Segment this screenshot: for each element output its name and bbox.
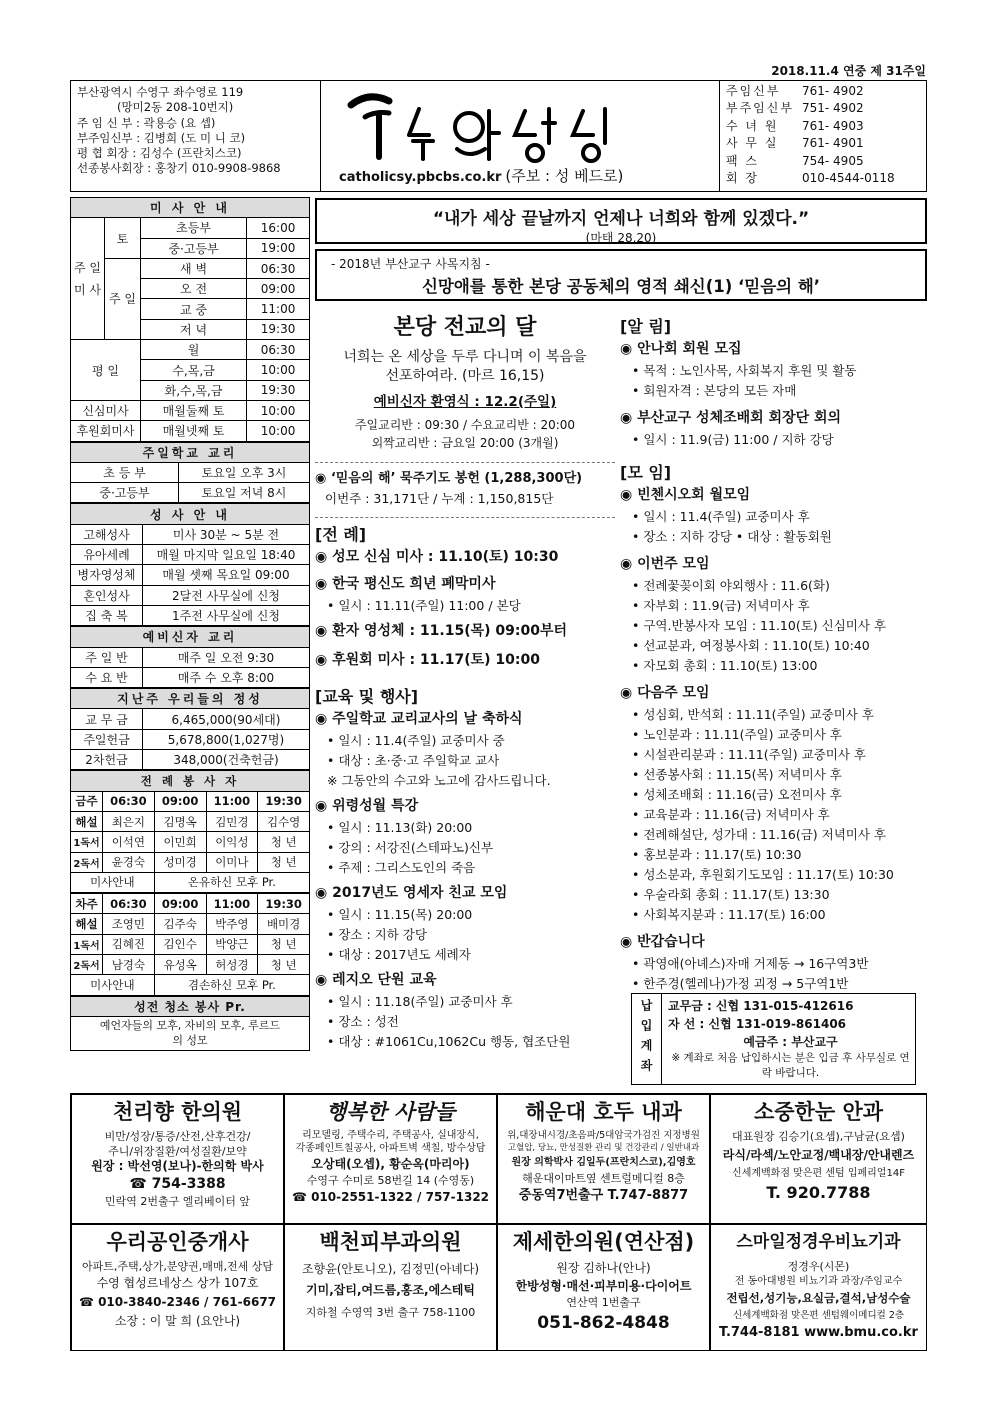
contact-value: 761- 4901 xyxy=(802,136,864,151)
contact-label: 수 녀 원 xyxy=(726,118,779,133)
server-cell: 김민경 xyxy=(206,811,258,831)
mass-name: 초등부 xyxy=(141,218,247,238)
meeting-detail: • 전례해설단, 성가대 : 11.16(금) 저녁미사 후 xyxy=(632,827,886,842)
weekday-days: 월 xyxy=(141,340,247,360)
sacrament-name: 유아세례 xyxy=(71,545,143,565)
server-cell: 조영민 xyxy=(103,914,155,934)
ad-line: ☎ 010-3840-2346 / 761-6677 xyxy=(78,1295,277,1309)
payment-details xyxy=(668,997,913,1081)
cleaning-groups: 예언자들의 모후, 자비의 모후, 루르드의 성모 xyxy=(71,1016,310,1050)
payment-account-box xyxy=(631,993,916,1085)
server-cell: 19:30 xyxy=(258,791,310,811)
parish-info-line: 부주임신부 : 김병희 (도 미 니 코) xyxy=(77,130,246,145)
server-cell: 청 년 xyxy=(258,852,310,872)
event-detail: • 장소 : 지하 강당 xyxy=(327,927,427,942)
liturgy-heading: [전 례] xyxy=(315,525,367,544)
server-cell: 1독서 xyxy=(71,934,103,954)
right-column xyxy=(620,308,930,994)
sacrament-name: 고해성사 xyxy=(71,524,143,544)
server-cell: 청 년 xyxy=(258,954,310,974)
offering-type: 교 무 금 xyxy=(71,709,143,729)
schedule-column xyxy=(70,197,310,1051)
school-table xyxy=(70,442,310,504)
server-cell: 이석연 xyxy=(103,832,155,852)
guideline-caption: - 2018년 부산교구 사목지침 - xyxy=(331,257,490,271)
server-cell: 1독서 xyxy=(71,832,103,852)
rosary-count: 이번주 : 31,171단 / 누계 : 1,150,815단 xyxy=(325,491,554,506)
payment-label: 납입계좌 xyxy=(632,994,662,1084)
notice-detail: • 일시 : 11.9(금) 11:00 / 지하 강당 xyxy=(632,432,834,447)
parish-info-line: 주 임 신 부 : 곽용승 (요 셉) xyxy=(77,115,216,130)
meeting-item: ◉ 이번주 모임 xyxy=(620,556,710,572)
sun-label: 주 일 xyxy=(105,258,141,339)
ad-line: 한방성형·매선·피부미용·다이어트 xyxy=(515,1279,692,1293)
ad-line: 중동역7번출구 T.747-8877 xyxy=(518,1188,689,1203)
parish-info-line: 평 협 회장 : 김성수 (프란치스코) xyxy=(77,146,242,161)
notice-heading: [알 림] xyxy=(620,317,672,336)
catechumen-table xyxy=(70,626,310,688)
welcome-ceremony: 예비신자 환영식 : 12.2(주일) xyxy=(373,394,557,410)
server-cell: 남경숙 xyxy=(103,954,155,974)
ad-line: ☎ 754-3388 xyxy=(129,1176,226,1192)
meeting-detail: • 홍보분과 : 11.17(토) 10:30 xyxy=(632,847,802,862)
liturgy-item: ◉ 환자 영성체 : 11.15(목) 09:00부터 xyxy=(315,623,568,639)
weekday-label: 평 일 xyxy=(71,340,141,401)
ad-line: T.744-8181 www.bmu.co.kr xyxy=(719,1325,918,1340)
pastoral-guideline-box xyxy=(315,249,927,301)
website-url[interactable]: catholicsy.pbcbs.co.kr xyxy=(339,170,502,185)
meeting-detail: • 선교분과, 여정봉사회 : 11.10(토) 10:40 xyxy=(632,638,870,653)
school-time: 토요일 저녁 8시 xyxy=(179,483,310,503)
event-item: ◉ 주일학교 교리교사의 날 축하식 xyxy=(315,711,523,727)
server-cell: 2독서 xyxy=(71,852,103,872)
meeting-detail: • 노인분과 : 11.11(주일) 교중미사 후 xyxy=(632,727,842,742)
event-item: ◉ 2017년도 영세자 친교 모임 xyxy=(315,885,508,901)
contact-value: 010-4544-0118 xyxy=(802,171,895,186)
mass-time: 16:00 xyxy=(247,218,310,238)
server-cell: 김혜진 xyxy=(103,934,155,954)
payment-line: 자 선 : 신협 131-019-861406 xyxy=(668,1017,847,1031)
server-cell: 김수영 xyxy=(258,811,310,831)
ad-line: 라식/라섹/노안교정/백내장/안내렌즈 xyxy=(722,1148,915,1162)
ad-line: 원장 김하나(안나) xyxy=(556,1261,651,1275)
school-time: 토요일 오후 3시 xyxy=(179,462,310,482)
meeting-heading: [모 임] xyxy=(620,463,672,482)
ad-line: 신세계백화점 맞은편 센텀 입페리얼14F xyxy=(732,1168,905,1179)
ad-urology[interactable] xyxy=(710,1224,927,1351)
server-cell: 박주영 xyxy=(206,914,258,934)
servers-title: 전 례 봉 사 자 xyxy=(71,771,310,791)
server-cell: 이미나 xyxy=(206,852,258,872)
liturgy-item: ◉ 후원회 미사 : 11.17(토) 10:00 xyxy=(315,652,540,668)
sacrament-name: 병자영성체 xyxy=(71,565,143,585)
sacrament-info: 1주전 사무실에 신청 xyxy=(143,605,310,625)
meeting-detail: • 성심회, 반석회 : 11.11(주일) 교중미사 후 xyxy=(632,707,874,722)
sacrament-title: 성 사 안 내 xyxy=(71,504,310,524)
masthead xyxy=(70,80,927,192)
mass-time: 19:30 xyxy=(247,319,310,339)
mass-time: 09:00 xyxy=(247,279,310,299)
ad-line: 수영 협성르네상스 상가 107호 xyxy=(96,1276,259,1290)
server-cell: 09:00 xyxy=(154,791,206,811)
meeting-detail: • 교육분과 : 11.16(금) 저녁미사 후 xyxy=(632,807,830,822)
contact-label: 회 장 xyxy=(726,171,759,186)
contact-list xyxy=(719,81,928,191)
contact-row xyxy=(726,153,922,170)
event-detail: • 강의 : 서강진(스테파노)신부 xyxy=(327,840,494,855)
meeting-item: ◉ 빈첸시오회 월모임 xyxy=(620,487,751,503)
mission-verse: 너희는 온 세상을 두루 다니며 이 복음을 선포하여라. (마르 16,15) xyxy=(343,349,587,384)
offering-amount: 348,000(건축헌금) xyxy=(143,750,310,770)
school-title: 주일학교 교리 xyxy=(71,442,310,462)
ad-line: 원장 의학박사 김일두(프란치스코),김영호 xyxy=(511,1157,696,1168)
ad-line: 고혈압, 당뇨, 만성질환 관리 및 건강관리 / 일반내과 xyxy=(507,1143,700,1153)
notice-detail: • 목적 : 노인사목, 사회복지 후원 및 활동 xyxy=(632,363,857,378)
server-cell: 허성경 xyxy=(206,954,258,974)
ad-title: 천리향 한의원 xyxy=(112,1100,243,1124)
ad-title: 소중한눈 안과 xyxy=(753,1100,884,1124)
class-schedule: 주일교리반 : 09:30 / 수요교리반 : 20:00 xyxy=(354,418,576,432)
usher-group: 온유하신 모후 Pr. xyxy=(154,872,309,892)
server-cell: 2독서 xyxy=(71,954,103,974)
special-mass-day: 매월넷째 토 xyxy=(141,421,247,441)
contact-value: 761- 4903 xyxy=(802,118,864,133)
class-time: 매주 일 오전 9:30 xyxy=(143,647,310,667)
school-group: 중·고등부 xyxy=(71,483,179,503)
offering-title: 지난주 우리들의 정성 xyxy=(71,689,310,709)
sacrament-name: 혼인성사 xyxy=(71,585,143,605)
meeting-detail: • 사회복지분과 : 11.17(토) 16:00 xyxy=(632,907,826,922)
event-detail: • 일시 : 11.18(주일) 교중미사 후 xyxy=(327,994,513,1009)
mass-table xyxy=(70,197,310,442)
education-heading: [교육 및 행사] xyxy=(315,687,419,706)
ad-line: 오상태(오셉), 황순옥(마리아) xyxy=(311,1157,470,1171)
mass-title: 미 사 안 내 xyxy=(71,198,310,218)
sacrament-info: 미사 30분 ~ 5분 전 xyxy=(143,524,310,544)
sacrament-info: 매월 셋째 목요일 09:00 xyxy=(143,565,310,585)
offering-table xyxy=(70,688,310,770)
sacrament-name: 집 축 복 xyxy=(71,605,143,625)
meeting-detail: • 곽영애(아녜스)자매 거제동 → 16구역3반 xyxy=(632,956,869,971)
parish-info-line: (망미2동 208-10번지) xyxy=(117,100,234,115)
contact-value: 761- 4902 xyxy=(802,84,864,98)
ad-haeundae-clinic[interactable] xyxy=(497,1094,710,1224)
middle-column xyxy=(315,308,615,1052)
contact-row xyxy=(726,100,922,117)
ad-line: 수영구 수미로 58번길 14 (수영동) xyxy=(306,1174,475,1187)
special-mass-name: 신심미사 xyxy=(71,400,141,420)
meeting-detail: • 한주경(헬레나)가정 괴정 → 5구역1반 xyxy=(632,976,849,991)
parish-info-line: 부산광역시 수영구 좌수영로 119 xyxy=(77,85,244,99)
server-cell: 청 년 xyxy=(258,934,310,954)
event-detail: • 일시 : 11.4(주일) 교중미사 중 xyxy=(327,733,505,748)
ad-title: 제세한의원(연산점) xyxy=(512,1230,695,1254)
server-cell: 해설 xyxy=(71,811,103,831)
special-mass-time: 10:00 xyxy=(247,400,310,420)
weekday-days: 수,목,금 xyxy=(141,360,247,380)
meeting-detail: • 일시 : 11.4(주일) 교중미사 후 xyxy=(632,509,810,524)
server-cell: 09:00 xyxy=(154,894,206,914)
liturgy-item: ◉ 성모 신심 미사 : 11.10(토) 10:30 xyxy=(315,549,559,565)
weekday-days: 화,수,목,금 xyxy=(141,380,247,400)
usher-label: 미사안내 xyxy=(71,872,155,892)
offering-amount: 6,465,000(90세대) xyxy=(143,709,310,729)
meeting-detail: • 성체조배회 : 11.16(금) 오전미사 후 xyxy=(632,787,842,802)
weekday-time: 19:30 xyxy=(247,380,310,400)
server-cell: 11:00 xyxy=(206,894,258,914)
class-name: 주 일 반 xyxy=(71,647,143,667)
guideline-title: 신망애를 통한 본당 공동체의 영적 쇄신(1) ‘믿음의 해’ xyxy=(421,277,821,296)
meeting-item: ◉ 다음주 모임 xyxy=(620,685,710,701)
sacrament-info: 2달전 사무실에 신청 xyxy=(143,585,310,605)
special-mass-time: 10:00 xyxy=(247,421,310,441)
ad-line: 리모델링, 주택수리, 주택공사, 실내장식, xyxy=(302,1130,479,1141)
server-cell: 이익성 xyxy=(206,832,258,852)
parish-info-line: 선종봉사회장 : 홍창기 010-9908-9868 xyxy=(77,161,281,176)
ad-line: 주니/위장질환/여성질환/보약 xyxy=(108,1145,247,1158)
contact-row xyxy=(726,170,922,187)
mass-name: 오 전 xyxy=(141,279,247,299)
event-item: ◉ 레지오 단원 교육 xyxy=(315,972,437,988)
payment-line: 예금주 : 부산교구 xyxy=(743,1035,838,1049)
ad-line: 민락역 2번출구 엘리베이터 앞 xyxy=(105,1195,250,1208)
ad-line: 정경우(시몬) xyxy=(787,1260,850,1273)
event-detail: • 대상 : 2017년도 세례자 xyxy=(327,947,471,962)
servers-table-next-week xyxy=(70,893,310,995)
server-cell: 최은지 xyxy=(103,811,155,831)
meeting-detail: • 선종봉사회 : 11.15(목) 저녁미사 후 xyxy=(632,767,842,782)
server-cell: 차주 xyxy=(71,894,103,914)
ad-dermatology[interactable] xyxy=(284,1224,497,1351)
mass-name: 중·고등부 xyxy=(141,238,247,258)
meeting-detail: • 성소분과, 후원회기도모임 : 11.17(토) 10:30 xyxy=(632,867,894,882)
ad-line: 각종페인트칠공사, 아파트벽 색칠, 방수상담 xyxy=(295,1143,486,1154)
site-line xyxy=(339,165,623,186)
contact-label: 부주임신부 xyxy=(726,101,794,116)
usher-group: 겸손하신 모후 Pr. xyxy=(154,975,309,995)
contact-label: 사 무 실 xyxy=(726,136,779,151)
school-group: 초 등 부 xyxy=(71,462,179,482)
ad-line: 소장 : 이 말 희 (요안나) xyxy=(114,1314,241,1328)
mission-month-title: 본당 전교의 달 xyxy=(393,315,537,340)
usher-label: 미사안내 xyxy=(71,975,155,995)
cleaning-title: 성전 청소 봉사 Pr. xyxy=(71,996,310,1016)
advertisement-grid xyxy=(70,1093,927,1351)
meeting-detail: • 전례꽃꽂이회 야외행사 : 11.6(화) xyxy=(632,578,830,593)
issue-date: 2018.11.4 연중 제 31주일 xyxy=(771,64,926,78)
ad-line: 위,대장내시경/초음파/5대암국가검진 지정병원 xyxy=(507,1130,700,1141)
offering-type: 2차헌금 xyxy=(71,750,143,770)
mass-time: 19:00 xyxy=(247,238,310,258)
event-detail: • 주제 : 그리스도인의 죽음 xyxy=(327,860,476,875)
bulletin-name: (주보 : 성 베드로) xyxy=(505,167,624,185)
ad-title: 백천피부과의원 xyxy=(319,1230,462,1254)
cleaning-table xyxy=(70,996,310,1051)
notice-detail: • 회원자격 : 본당의 모든 자매 xyxy=(632,383,797,398)
event-detail: • 일시 : 11.15(목) 20:00 xyxy=(327,907,473,922)
event-detail: • 장소 : 성전 xyxy=(327,1014,399,1029)
meeting-item: ◉ 반갑습니다 xyxy=(620,934,705,950)
contact-label: 팩 스 xyxy=(726,153,759,168)
liturgy-item: ◉ 한국 평신도 희년 폐막미사 xyxy=(315,576,496,592)
special-mass-name: 후원회미사 xyxy=(71,421,141,441)
ad-line: 051-862-4848 xyxy=(537,1313,670,1333)
mass-name: 저 녁 xyxy=(141,319,247,339)
class-name: 수 요 반 xyxy=(71,667,143,687)
contact-value: 751- 4902 xyxy=(802,101,864,116)
contact-row xyxy=(726,83,922,100)
ad-line: 신세계백화점 맞은편 센텀웨이메디컬 2층 xyxy=(732,1310,905,1321)
class-time: 매주 수 오후 8:00 xyxy=(143,667,310,687)
ad-title: 스마일정경우비뇨기과 xyxy=(736,1232,901,1252)
ad-line: T. 920.7788 xyxy=(766,1183,871,1202)
event-detail: ※ 그동안의 수고와 노고에 감사드립니다. xyxy=(327,773,551,788)
ad-line: 원장 : 박선영(보나)-한의학 박사 xyxy=(91,1159,264,1173)
meeting-detail: • 자모회 총회 : 11.10(토) 13:00 xyxy=(632,658,818,673)
server-cell: 06:30 xyxy=(103,791,155,811)
server-cell: 윤경숙 xyxy=(103,852,155,872)
ad-eye-clinic[interactable] xyxy=(710,1094,927,1224)
contact-row xyxy=(726,135,922,152)
ad-line: 기미,잡티,여드름,홍조,에스테틱 xyxy=(306,1283,475,1297)
server-cell: 11:00 xyxy=(206,791,258,811)
catechumen-title: 예비신자 교리 xyxy=(71,627,310,647)
ad-line: ☎ 010-2551-1322 / 757-1322 xyxy=(291,1190,490,1204)
ad-title: 우리공인중개사 xyxy=(106,1230,249,1254)
ad-line: 연산역 1번출구 xyxy=(566,1296,641,1309)
server-cell: 김인수 xyxy=(154,934,206,954)
sat-label: 토 xyxy=(105,218,141,259)
ad-line: 아파트,주택,상가,분양권,매매,전세 상담 xyxy=(82,1260,273,1273)
ad-line: 전 동아대병원 비뇨기과 과장/주임교수 xyxy=(734,1276,903,1287)
server-cell: 박양근 xyxy=(206,934,258,954)
server-cell: 배미경 xyxy=(258,914,310,934)
weekday-time: 10:00 xyxy=(247,360,310,380)
event-item: ◉ 위령성월 특강 xyxy=(315,798,419,814)
ad-title: 행복한 사람들 xyxy=(325,1100,456,1124)
meeting-detail: • 구역.반봉사자 모임 : 11.10(토) 신심미사 후 xyxy=(632,618,886,633)
offering-type: 주일헌금 xyxy=(71,729,143,749)
ad-line: 지하철 수영역 3번 출구 758-1100 xyxy=(305,1306,476,1319)
payment-note: ※ 계좌로 처음 납입하시는 분은 입금 후 사무실로 연락 바랍니다. xyxy=(671,1052,910,1079)
ad-title: 해운대 호두 내과 xyxy=(525,1100,682,1124)
ad-jese-clinic[interactable] xyxy=(497,1224,710,1351)
notice-item: ◉ 부산교구 성체조배회 회장단 회의 xyxy=(620,410,842,426)
notice-item: ◉ 안나회 회원 모집 xyxy=(620,341,742,357)
server-cell: 성미경 xyxy=(154,852,206,872)
offering-amount: 5,678,800(1,027명) xyxy=(143,729,310,749)
meeting-detail: • 자부회 : 11.9(금) 저녁미사 후 xyxy=(632,598,810,613)
scripture-quote: “내가 세상 끝날까지 언제나 너희와 함께 있겠다.” xyxy=(432,209,810,229)
payment-line: 교무금 : 신협 131-015-412616 xyxy=(668,999,854,1013)
ad-line: 비만/성장/통증/산전,산후건강/ xyxy=(104,1130,251,1143)
server-cell: 해설 xyxy=(71,914,103,934)
server-cell: 유성옥 xyxy=(154,954,206,974)
event-detail: • 대상 : 초·중·고 주일학교 교사 xyxy=(327,753,500,768)
server-cell: 금주 xyxy=(71,791,103,811)
mass-time: 11:00 xyxy=(247,299,310,319)
scripture-reference: (마태 28,20) xyxy=(585,231,657,245)
scripture-quote-box xyxy=(315,198,927,244)
parish-info xyxy=(71,81,321,191)
sacrament-info: 매월 마지막 일요일 18:40 xyxy=(143,545,310,565)
server-cell: 06:30 xyxy=(103,894,155,914)
ad-line: 전립선,성기능,요실금,결석,남성수술 xyxy=(726,1291,911,1305)
ad-line: 해운대이마트옆 센트럴메디컬 8층 xyxy=(522,1172,685,1185)
contact-value: 754- 4905 xyxy=(802,153,864,168)
mass-time: 06:30 xyxy=(247,258,310,278)
weekday-time: 06:30 xyxy=(247,340,310,360)
meeting-detail: • 시설관리분과 : 11.11(주일) 교중미사 후 xyxy=(632,747,866,762)
sacrament-table xyxy=(70,503,310,626)
meeting-detail: • 우술라회 총회 : 11.17(토) 13:30 xyxy=(632,887,830,902)
rosary-offering: ◉ ‘믿음의 해’ 묵주기도 봉헌 (1,288,300단) xyxy=(315,462,615,489)
liturgy-detail: • 일시 : 11.11(주일) 11:00 / 본당 xyxy=(327,598,521,613)
contact-row xyxy=(726,118,922,135)
server-cell: 19:30 xyxy=(258,894,310,914)
server-cell: 청 년 xyxy=(258,832,310,852)
ad-line: 대표원장 김승기(요셉),구남균(요셉) xyxy=(732,1130,905,1143)
sunday-mass-label: 주 일 미 사 xyxy=(71,218,105,340)
event-detail: • 일시 : 11.13(화) 20:00 xyxy=(327,820,473,835)
ad-line: 조향윤(안토니오), 김정민(아녜다) xyxy=(301,1262,480,1276)
mass-name: 새 벽 xyxy=(141,258,247,278)
ad-happy-people[interactable] xyxy=(284,1094,497,1224)
server-cell: 김명옥 xyxy=(154,811,206,831)
ad-cheollihyang[interactable] xyxy=(71,1094,284,1224)
servers-table-this-week xyxy=(70,770,310,893)
class-schedule: 외짝교리반 : 금요일 20:00 (3개월) xyxy=(371,436,559,450)
server-cell: 이민희 xyxy=(154,832,206,852)
ad-realtor[interactable] xyxy=(71,1224,284,1351)
special-mass-day: 매월둘째 토 xyxy=(141,400,247,420)
server-cell: 김주숙 xyxy=(154,914,206,934)
meeting-detail: • 장소 : 지하 강당 • 대상 : 활동회원 xyxy=(632,529,832,544)
mass-name: 교 중 xyxy=(141,299,247,319)
contact-label: 주임신부 xyxy=(726,84,781,98)
event-detail: • 대상 : #1061Cu,1062Cu 행동, 협조단원 xyxy=(327,1034,571,1049)
